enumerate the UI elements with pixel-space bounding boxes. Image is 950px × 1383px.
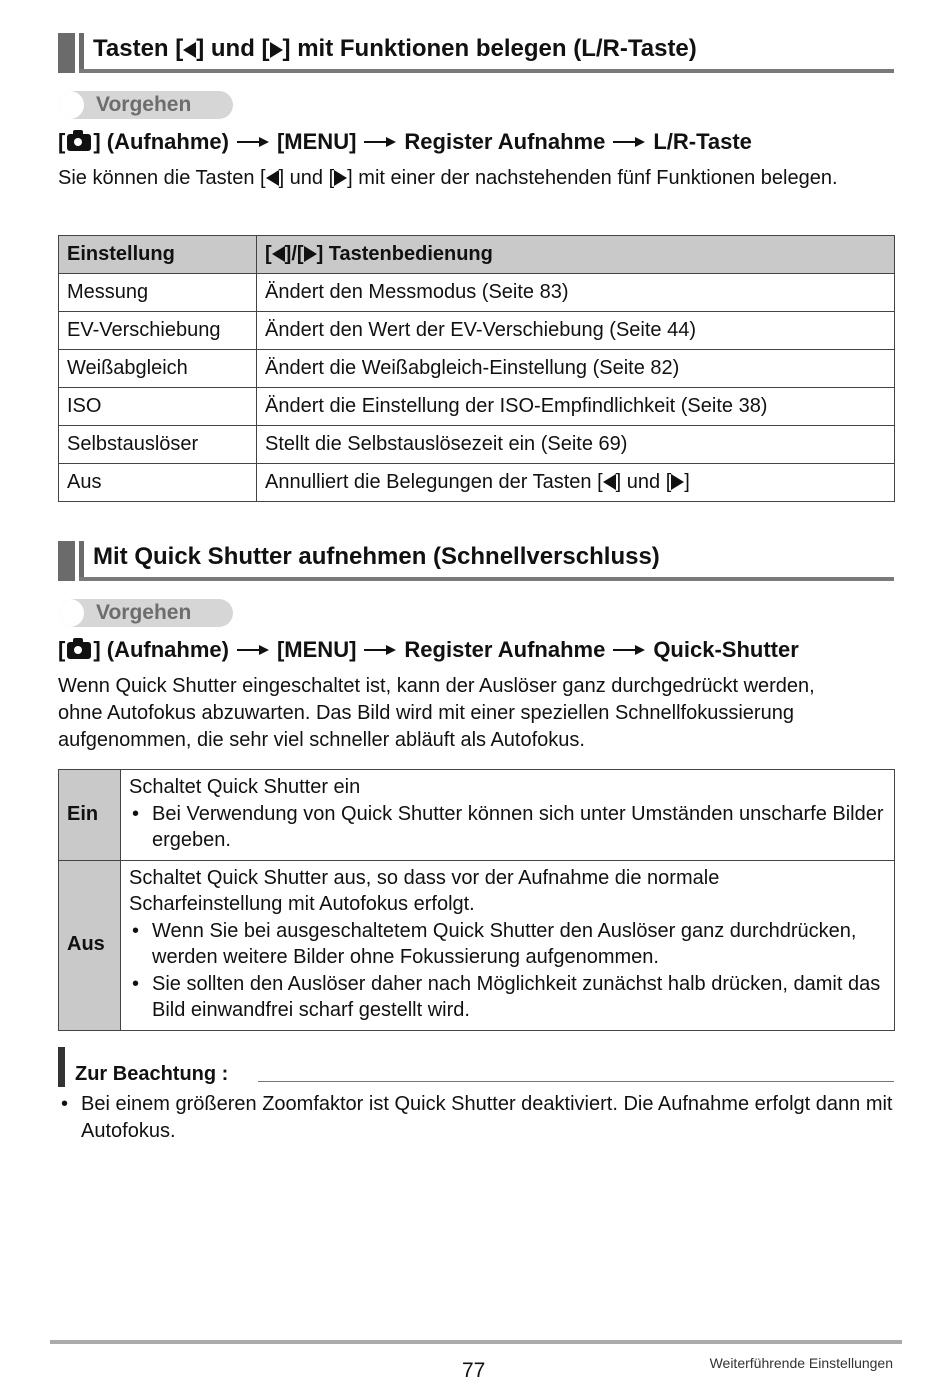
heading-bar [58, 541, 75, 581]
heading-bar [79, 33, 84, 73]
chapter-name: Weiterführende Einstellungen [709, 1355, 893, 1371]
setting-cell: Selbstauslöser [59, 426, 257, 464]
option-key-cell: Aus [59, 860, 121, 1030]
heading-bar [58, 33, 75, 73]
description-cell: Stellt die Selbstauslösezeit ein (Seite 69) [257, 426, 895, 464]
option-description-cell: Schaltet Quick Shutter aus, so dass vor der Aufnahme die normale Scharfeinstellung mit Autofokus erfolgt. • Wenn Sie bei ausgeschaltetem Quick Shutter den Auslöser ganz durchdrücken, werden weitere Bilder ohne Fokussierung aufgenommen. • Sie sollten den Auslöser daher nach Möglichkeit zunächst halb drücken, damit das Bild einwandfrei scharf gestellt wird. [121, 860, 895, 1030]
intro-paragraph: Sie können die Tasten [ ] und [ ] mit einer der nachstehenden fünf Funktionen belegen. [58, 167, 838, 189]
bullet-icon: • [132, 972, 140, 995]
description-cell: Ändert den Wert der EV-Verschiebung (Seite 44) [257, 312, 895, 350]
camera-icon [67, 642, 91, 659]
left-arrow-key-icon [183, 42, 196, 58]
table-header-cell: [ ]/[ ] Tastenbedienung [257, 236, 895, 274]
left-arrow-key-icon [266, 170, 279, 186]
note-rule [258, 1081, 894, 1082]
menu-path: [ ] (Aufnahme) [MENU] Register Aufnahme L/R-Taste [58, 129, 752, 154]
option-description-cell: Schaltet Quick Shutter ein • Bei Verwendung von Quick Shutter können sich unter Umständen unscharfe Bilder ergeben. [121, 770, 895, 861]
right-arrow-key-icon [334, 170, 347, 186]
section-heading-lr-key [58, 33, 894, 75]
section-title: Mit Quick Shutter aufnehmen (Schnellverschluss) [93, 543, 660, 570]
procedure-badge: Vorgehen [60, 91, 233, 119]
table-header-cell: Einstellung [59, 236, 257, 274]
quick-shutter-table [58, 769, 895, 1031]
setting-cell: EV-Verschiebung [59, 312, 257, 350]
description-cell: Ändert die Weißabgleich-Einstellung (Seite 82) [257, 350, 895, 388]
description-cell: Ändert den Messmodus (Seite 83) [257, 274, 895, 312]
bullet-item: • Bei Verwendung von Quick Shutter können sich unter Umständen unscharfe Bilder ergeben. [132, 802, 884, 851]
arrow-right-icon [364, 643, 398, 657]
bullet-icon: • [61, 1093, 69, 1115]
arrow-right-icon [237, 643, 271, 657]
page-number: 77 [462, 1359, 486, 1382]
left-arrow-key-icon [603, 474, 616, 490]
table-row [59, 770, 895, 861]
lr-key-settings-table [58, 235, 895, 502]
arrow-right-icon [613, 643, 647, 657]
note-title: Zur Beachtung : [75, 1063, 229, 1085]
heading-rule [79, 577, 894, 581]
right-arrow-key-icon [304, 246, 317, 262]
bullet-item: • Sie sollten den Auslöser daher nach Möglichkeit zunächst halb drücken, damit das Bild einwandfrei scharf gestellt wird. [132, 972, 881, 1021]
right-arrow-key-icon [671, 474, 684, 490]
table-row [59, 388, 895, 426]
arrow-right-icon [364, 135, 398, 149]
table-row [59, 860, 895, 1030]
arrow-right-icon [237, 135, 271, 149]
setting-cell: Aus [59, 464, 257, 502]
setting-cell: Weißabgleich [59, 350, 257, 388]
table-row [59, 274, 895, 312]
heading-rule [79, 69, 894, 73]
option-key-cell: Ein [59, 770, 121, 861]
menu-path: [ ] (Aufnahme) [MENU] Register Aufnahme Quick-Shutter [58, 637, 799, 662]
table-header-row [59, 236, 895, 274]
table-row [59, 350, 895, 388]
heading-bar [79, 541, 84, 581]
camera-icon [67, 134, 91, 151]
section-title: Tasten [ ] und [ ] mit Funktionen belegen (L/R-Taste) [93, 35, 697, 62]
description-cell: Annulliert die Belegungen der Tasten [ ] und [ ] [257, 464, 895, 502]
left-arrow-key-icon [272, 246, 285, 262]
note-bullet: • Bei einem größeren Zoomfaktor ist Quick Shutter deaktiviert. Die Aufnahme erfolgt dann mit Autofokus. [61, 1093, 893, 1142]
note-bar [58, 1047, 65, 1087]
footer-rule [50, 1340, 902, 1344]
intro-paragraph: Wenn Quick Shutter eingeschaltet ist, kann der Auslöser ganz durchgedrückt werden, ohne Autofokus abzuwarten. Das Bild wird mit einer speziellen Schnellfokussierung aufgenommen, die sehr viel schneller abläuft als Autofokus. [58, 675, 815, 751]
bullet-icon: • [132, 802, 140, 825]
table-row [59, 464, 895, 502]
table-row [59, 426, 895, 464]
setting-cell: Messung [59, 274, 257, 312]
bullet-item: • Wenn Sie bei ausgeschaltetem Quick Shutter den Auslöser ganz durchdrücken, werden weitere Bilder ohne Fokussierung aufgenommen. [132, 919, 857, 968]
arrow-right-icon [613, 135, 647, 149]
right-arrow-key-icon [270, 42, 283, 58]
bullet-icon: • [132, 919, 140, 942]
table-row [59, 312, 895, 350]
description-cell: Ändert die Einstellung der ISO-Empfindlichkeit (Seite 38) [257, 388, 895, 426]
section-heading-quick-shutter [58, 541, 894, 583]
procedure-badge: Vorgehen [60, 599, 233, 627]
setting-cell: ISO [59, 388, 257, 426]
